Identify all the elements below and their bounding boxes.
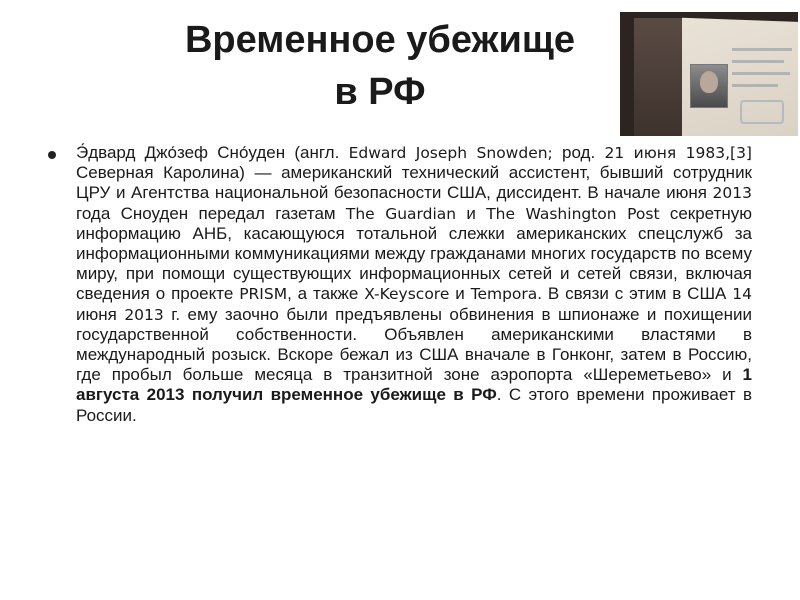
- paragraph-run: . В связи с этим в США: [537, 284, 733, 304]
- paragraph-run: Tempora: [470, 285, 538, 304]
- paragraph-run: 21 июня 1983,[3]: [604, 144, 752, 162]
- paragraph-run: 1 августа 2013 получил временное убежище в РФ: [76, 365, 752, 405]
- paragraph-run: . С этого времени проживает в России.: [76, 385, 752, 425]
- passport-photo: [620, 12, 798, 136]
- title-line-1: Временное убежище: [184, 19, 576, 61]
- paragraph-run: The Washington Post: [486, 204, 660, 223]
- paragraph-run: Северная Каролина) — американский технический ассистент, бывший сотрудник ЦРУ и Агентства национальной безопасности США, диссидент. В начале июня: [76, 163, 752, 203]
- paragraph-run: Э́двард Джо́зеф Сно́уден (англ.: [76, 143, 349, 162]
- title-line-2: в РФ: [334, 71, 426, 113]
- paragraph-run: секретную информацию АНБ, касающуюся тотальной слежки американских спецслужб за информационными коммуникациями между гражданами многих государств по всему миру, при помощи существующих информационных сетей и сетей связи, включая сведения о проекте: [76, 203, 752, 304]
- slide-title: [120, 14, 640, 118]
- paragraph-run: The Guardian: [345, 204, 457, 223]
- bullet-icon: [48, 151, 56, 159]
- biography-paragraph: [76, 143, 752, 426]
- paragraph-run: июня: [76, 304, 125, 324]
- paragraph-run: г. ему заочно были предъявлены обвинения в шпионаже и похищении государственной собственности. Объявлен американскими властями в международный розыск. Вскоре бежал из США вначале в Гонконг, затем в Россию, где пробыл больше месяца в транзитной зоне аэропорта «Шереметьево» и: [76, 304, 752, 385]
- paragraph-run: 14: [732, 285, 752, 304]
- paragraph-run: года Сноуден передал газетам: [76, 203, 346, 223]
- paragraph-run: X-Keyscore: [364, 285, 450, 304]
- paragraph-run: , а также: [287, 284, 365, 304]
- paragraph-run: и: [449, 284, 471, 304]
- paragraph-run: Edward Joseph Snowden;: [348, 144, 553, 162]
- paragraph-run: 2013: [712, 184, 752, 203]
- paragraph-run: и: [456, 203, 487, 223]
- paragraph-run: род.: [552, 143, 605, 162]
- body-text: [52, 143, 752, 426]
- paragraph-run: 2013: [124, 305, 164, 324]
- paragraph-run: PRISM: [239, 285, 288, 304]
- portrait-image: [690, 64, 728, 108]
